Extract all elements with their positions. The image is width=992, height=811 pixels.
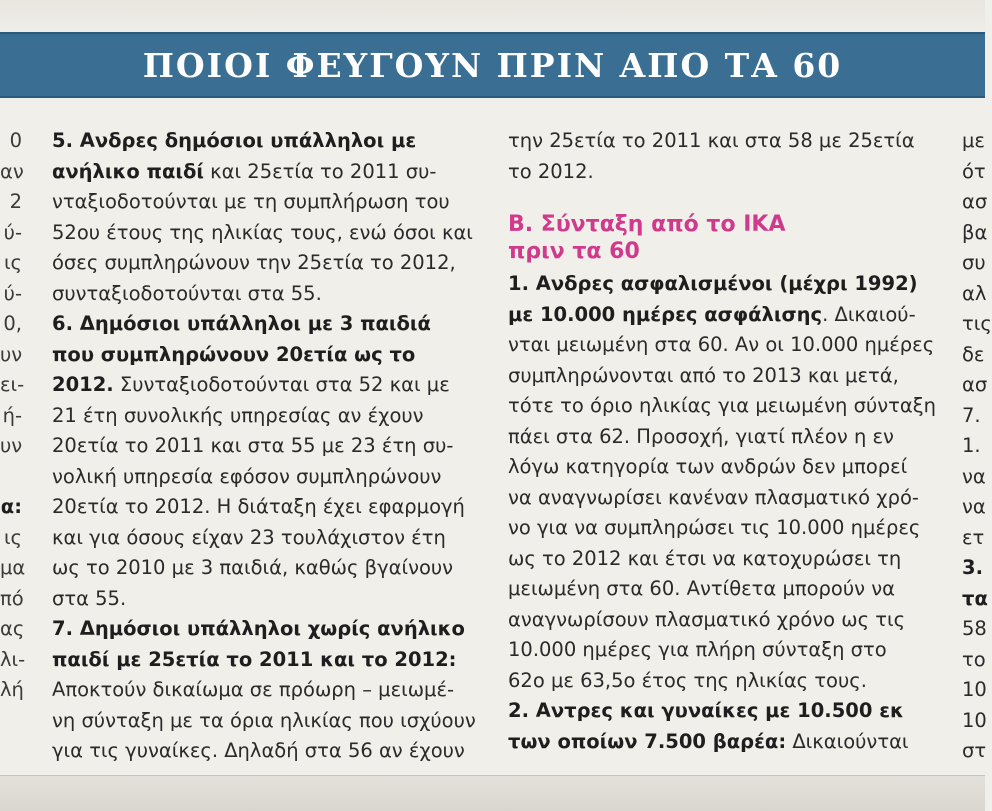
text-run: 20ετία το 2011 και στα 55 με 23 έτη συ- — [52, 434, 454, 457]
text-run: 10.000 ημέρες για πλήρη σύνταξη στο — [508, 638, 887, 661]
text-run: συμπληρώνονται από το 2013 και μετά, — [508, 363, 899, 387]
text-line — [52, 248, 482, 279]
spacer — [508, 187, 933, 211]
text-run: πάει στα 62. Προσοχή, γιατί πλέον η εν — [508, 424, 894, 448]
bold-run: με 10.000 ημέρες ασφάλισης — [508, 302, 823, 326]
text-line — [508, 452, 933, 483]
text-line — [508, 269, 933, 300]
text-line — [52, 584, 482, 615]
bold-run: ανήλικο παιδί — [52, 159, 204, 183]
text-line: ασ — [962, 373, 988, 396]
text-line: ετ — [962, 525, 985, 549]
text-run: νο για να συμπληρώσει τις 10.000 ημέρες — [508, 516, 921, 539]
text-run: 52ου έτους της ηλικίας τους, ενώ όσοι και — [52, 220, 473, 244]
bold-run: 5. Ανδρες δημόσιοι υπάλληλοι με — [52, 129, 417, 152]
text-line: 7. — [962, 403, 981, 427]
text-line: πό — [0, 586, 24, 610]
text-line — [52, 218, 482, 249]
text-line: α: — [0, 495, 22, 518]
text-line — [508, 513, 933, 544]
column-right-fragment — [962, 126, 992, 767]
text-line: υν — [0, 342, 23, 366]
text-run: νη σύνταξη με τα όρια ηλικίας που ισχύουν — [52, 708, 476, 732]
text-run: στα 55. — [52, 586, 127, 610]
text-line: αν — [0, 159, 24, 183]
ika-body — [508, 269, 936, 757]
text-line: ας — [0, 617, 25, 640]
text-run: αναγνωρίσουν πλασματικό χρόνο ως τις — [508, 607, 906, 631]
text-line: 58 — [962, 617, 987, 640]
bold-run: 2012. — [52, 373, 114, 396]
text-line — [52, 340, 482, 371]
bold-run: παιδί με 25ετία το 2011 και το 2012: — [52, 647, 457, 671]
text-run: νται μειωμένη στα 60. Αν οι 10.000 ημέρες — [508, 333, 935, 356]
text-line — [0, 462, 22, 493]
text-line — [508, 422, 933, 453]
text-line: το 2012. — [508, 159, 594, 183]
text-line — [508, 666, 933, 697]
text-line — [52, 157, 482, 188]
text-line: ότ — [962, 159, 986, 183]
text-line: βα — [962, 220, 988, 244]
text-line: ις — [3, 525, 22, 549]
text-line: 0, — [3, 312, 22, 335]
text-run: 21 έτη συνολικής υπηρεσίας αν έχουν — [52, 403, 424, 427]
text-line — [508, 574, 933, 605]
text-line: 2 — [9, 190, 22, 213]
text-line — [508, 727, 933, 758]
text-run: νταξιοδοτούνται με τη συμπλήρωση του — [52, 190, 450, 213]
text-line: λι- — [0, 647, 26, 671]
heading-line: Β. Σύνταξη από το ΙΚΑ — [508, 212, 786, 237]
bold-run: 1. Ανδρες ασφαλισμένοι (μέχρι 1992) — [508, 272, 918, 295]
text-run: ως το 2010 με 3 παιδιά, καθώς βγαίνουν — [52, 556, 454, 579]
text-run: 62ο με 63,5ο έτος της ηλικίας τους. — [508, 668, 867, 692]
text-line: ύ- — [3, 281, 22, 305]
text-line: να — [962, 495, 986, 518]
bold-run: 2. Αντρες και γυναίκες με 10.500 εκ — [508, 699, 904, 722]
bold-run: που συμπληρώνουν 20ετία ως το — [52, 342, 416, 366]
section-banner — [0, 32, 985, 98]
text-line — [508, 544, 933, 575]
text-line — [52, 736, 482, 767]
text-line — [508, 483, 933, 514]
page-top-margin — [0, 0, 985, 32]
text-line: το — [962, 647, 986, 671]
text-run: για τις γυναίκες. Δηλαδή στα 56 αν έχουν — [52, 739, 465, 762]
text-line: ασ — [962, 190, 988, 213]
text-run: τότε το όριο ηλικίας για μειωμένη σύνταξη — [508, 394, 936, 417]
text-run: και 25ετία το 2011 συ- — [203, 159, 437, 183]
text-line — [52, 370, 482, 401]
section-heading — [508, 211, 933, 265]
text-line — [52, 401, 482, 432]
bold-run: 6. Δημόσιοι υπάλληλοι με 3 παιδιά — [52, 312, 431, 335]
text-line: ή- — [2, 403, 22, 427]
text-run: λόγω κατηγορία των ανδρών δεν μπορεί — [508, 455, 908, 478]
text-line — [52, 431, 482, 462]
text-run: να αναγνωρίσει κανέναν πλασματικό χρό- — [508, 485, 919, 509]
text-run: συνταξιοδοτούνται στα 55. — [52, 281, 322, 305]
text-line: τα — [962, 586, 988, 610]
text-line: ει- — [0, 373, 25, 396]
page-bottom-fold — [0, 775, 985, 811]
text-line — [52, 492, 482, 523]
text-line: ύ- — [3, 220, 22, 244]
text-line — [52, 645, 482, 676]
text-line — [52, 279, 482, 310]
text-line: να — [962, 464, 986, 488]
text-line: ις — [3, 251, 22, 274]
text-run: μειωμένη στα 60. Αντίθετα μπορούν να — [508, 577, 895, 600]
text-line — [508, 330, 933, 361]
bold-run: των οποίων 7.500 βαρέα: — [508, 729, 787, 753]
text-line: 1. — [962, 434, 981, 457]
column-left-fragment — [0, 126, 26, 706]
text-line: 10 — [962, 678, 987, 701]
text-run: . Δικαιού- — [822, 302, 916, 326]
text-line — [508, 391, 936, 422]
text-line: λή — [0, 678, 24, 701]
text-line: με — [962, 129, 985, 152]
text-line — [508, 300, 933, 331]
text-line — [52, 706, 482, 737]
text-line: 10 — [962, 708, 987, 732]
page-title: ΠΟΙΟΙ ΦΕΥΓΟΥΝ ΠΡΙΝ ΑΠΟ ΤΑ 60 — [142, 45, 843, 85]
text-line: την 25ετία το 2011 και στα 58 με 25ετία — [508, 129, 915, 152]
text-run: Αποκτούν δικαίωμα σε πρόωρη – μειωμέ- — [52, 678, 455, 701]
text-line — [508, 361, 933, 392]
text-line — [52, 309, 482, 340]
text-line: μα — [0, 556, 26, 579]
text-line — [52, 675, 482, 706]
text-run: όσες συμπληρώνουν την 25ετία το 2012, — [52, 251, 456, 274]
column-ika-pension — [508, 126, 936, 757]
bold-run: 7. Δημόσιοι υπάλληλοι χωρίς ανήλικο — [52, 617, 465, 640]
text-line: στ — [962, 739, 987, 762]
heading-line: πριν τα 60 — [508, 239, 640, 264]
text-line: υν — [0, 434, 23, 457]
text-run: Δικαιούνται — [786, 729, 909, 753]
text-run: νολική υπηρεσία εφόσον συμπληρώνουν — [52, 464, 442, 488]
text-line — [508, 635, 933, 666]
text-line — [52, 553, 482, 584]
text-line: 0 — [9, 129, 22, 152]
text-line — [508, 696, 933, 727]
text-run: και για όσους είχαν 23 τουλάχιστον έτη — [52, 525, 446, 549]
text-run: Συνταξιοδοτούνται στα 52 και με — [113, 373, 450, 396]
text-line: 3. — [962, 556, 983, 579]
text-run: ως το 2012 και έτσι να κατοχυρώσει τη — [508, 546, 902, 570]
text-line — [52, 462, 482, 493]
text-line: αλ — [962, 281, 987, 305]
column-public-servants — [52, 126, 482, 767]
text-run: 20ετία το 2012. Η διάταξη έχει εφαρμογή — [52, 495, 465, 518]
text-line — [508, 605, 933, 636]
text-line — [52, 126, 482, 157]
text-line — [52, 614, 482, 645]
text-line: τις — [962, 312, 992, 335]
text-line — [52, 523, 482, 554]
text-line: δε — [962, 342, 985, 366]
text-line — [52, 187, 482, 218]
text-line: συ — [962, 251, 986, 274]
